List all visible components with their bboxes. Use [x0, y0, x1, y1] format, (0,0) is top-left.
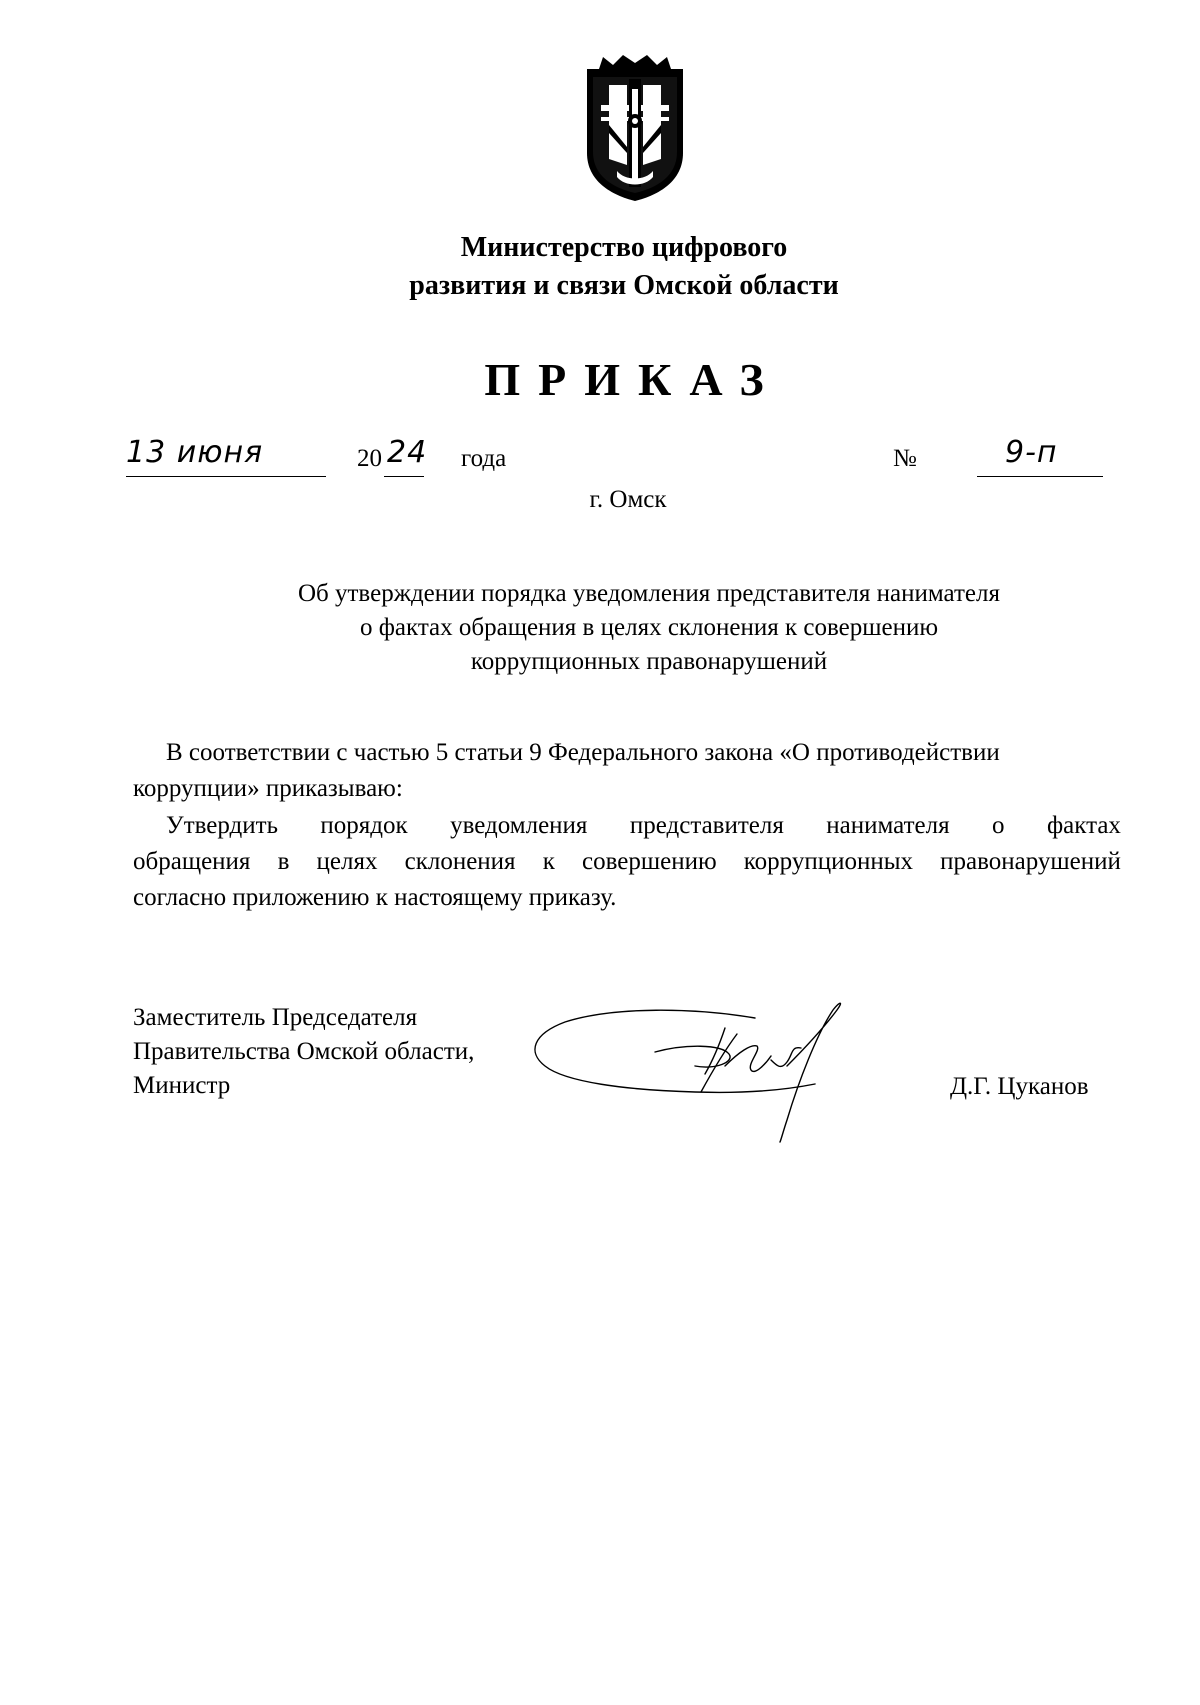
organization-name-line2: развития и связи Омской области [409, 270, 839, 301]
body-word: в [277, 848, 290, 875]
body-word: обращения [133, 848, 251, 875]
subject-line1: Об утверждении порядка уведомления представителя нанимателя [297, 580, 1000, 607]
body-word: совершению [582, 848, 717, 875]
body-p2-line3: согласно приложению к настоящему приказу. [133, 884, 617, 911]
body-word: Утвердить [166, 812, 278, 839]
body-p2-line1 [133, 808, 1121, 844]
body-word: нанимателя [826, 812, 950, 839]
body-word: к [542, 848, 555, 875]
year-word: года [461, 445, 507, 472]
body-word: правонарушений [940, 848, 1121, 875]
body-word: порядок [320, 812, 408, 839]
year-suffix: 24 [387, 435, 428, 470]
handwritten-signature [525, 1000, 885, 1145]
body-word: коррупционных [743, 848, 914, 875]
body-p2-line2 [133, 844, 1121, 880]
body-paragraph-2 [133, 808, 1121, 916]
signer-title-line3: Министр [133, 1072, 231, 1099]
document-title: ПРИКАЗ [484, 354, 782, 405]
signer-title-line2: Правительства Омской области, [133, 1038, 475, 1065]
body-word: фактах [1046, 812, 1121, 839]
coat-of-arms-icon [579, 55, 691, 203]
subject-line2: о фактах обращения в целях склонения к совершению [359, 614, 939, 641]
body-paragraph-1 [133, 735, 1121, 807]
signer-title-line1: Заместитель Председателя [133, 1004, 418, 1031]
document-number: 9-п [1005, 435, 1058, 470]
body-word: о [992, 812, 1005, 839]
body-p1-line1: В соответствии с частью 5 статьи 9 Федерального закона «О противодействии [166, 739, 1000, 766]
date-underline [126, 476, 326, 477]
signer-name: Д.Г. Цуканов [950, 1073, 1089, 1100]
number-sign: № [893, 445, 917, 472]
number-underline [977, 476, 1103, 477]
organization-name-line1: Министерство цифрового [460, 232, 788, 263]
subject-line3: коррупционных правонарушений [470, 648, 828, 675]
city: г. Омск [589, 486, 667, 513]
body-word: склонения [404, 848, 516, 875]
date-day-month: 13 июня [126, 435, 264, 470]
year-prefix: 20 [357, 445, 382, 472]
body-word: уведомления [450, 812, 588, 839]
body-word: целях [316, 848, 378, 875]
body-p1-line2: коррупции» приказываю: [133, 775, 403, 802]
body-word: представителя [629, 812, 784, 839]
year-underline [384, 476, 424, 477]
